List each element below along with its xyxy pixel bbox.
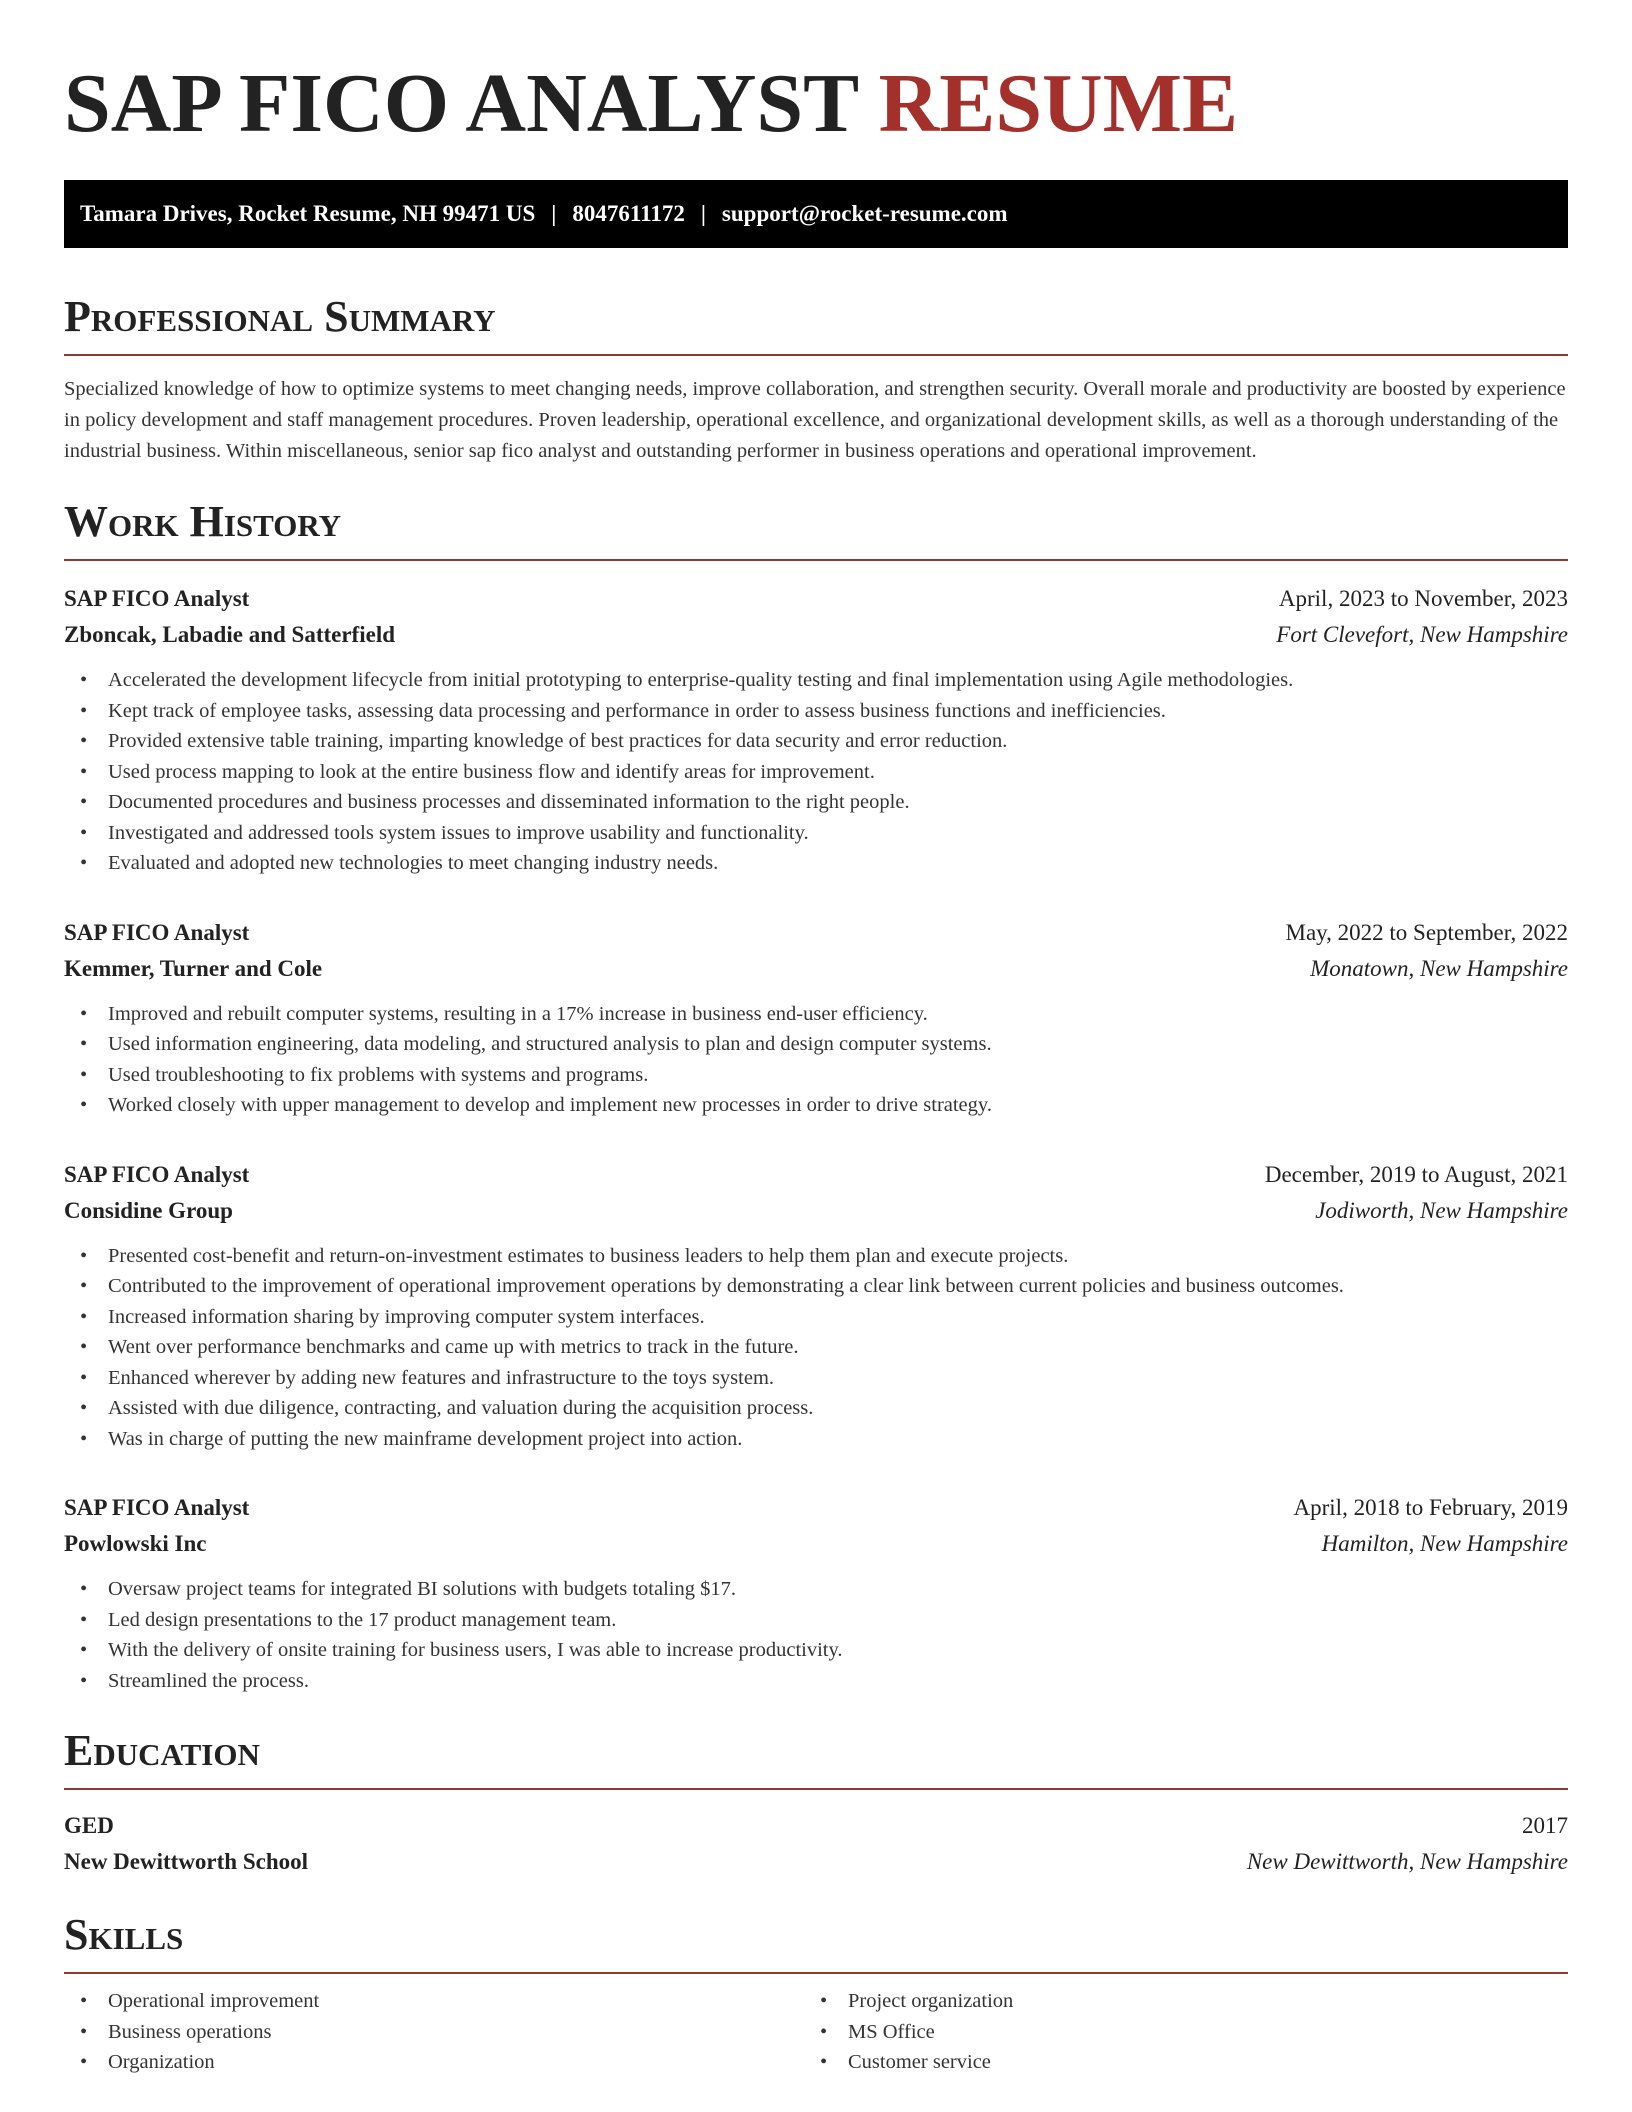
skill-item: • Organization [64, 2047, 804, 2078]
job-bullet: • Was in charge of putting the new mainframe development project into action. [64, 1424, 1568, 1455]
summary-section [64, 292, 1568, 467]
job-bullet-list [64, 1241, 1568, 1455]
summary-heading: Professional Summary [64, 292, 1568, 356]
title-accent: RESUME [878, 57, 1239, 150]
job-entry [64, 581, 1568, 879]
job-bullet: • Used process mapping to look at the entire business flow and identify areas for improvement. [64, 757, 1568, 788]
education-year: 2017 [1522, 1813, 1568, 1838]
job-bullet: • Investigated and addressed tools system issues to improve usability and functionality. [64, 818, 1568, 849]
job-bullet: • Presented cost-benefit and return-on-investment estimates to business leaders to help them plan and execute projects. [64, 1241, 1568, 1272]
job-location: Monatown, New Hampshire [1310, 955, 1568, 981]
job-company: Considine Group [64, 1197, 233, 1223]
skills-heading: Skills [64, 1910, 1568, 1974]
skills-right-list [804, 1986, 1544, 2078]
resume-title [64, 56, 1568, 152]
job-bullet: • Enhanced wherever by adding new features and infrastructure to the toys system. [64, 1363, 1568, 1394]
job-company: Zboncak, Labadie and Satterfield [64, 622, 395, 647]
job-list [64, 581, 1568, 1696]
contact-address: Tamara Drives, Rocket Resume, NH 99471 US [80, 201, 536, 226]
job-bullet: • Streamlined the process. [64, 1666, 1568, 1697]
job-title: SAP FICO Analyst [64, 1161, 250, 1187]
job-bullet: • Used troubleshooting to fix problems with systems and programs. [64, 1060, 1568, 1091]
job-bullet: • Contributed to the improvement of operational improvement operations by demonstrating a clear link between current policies and business outcomes. [64, 1271, 1568, 1302]
education-section [64, 1726, 1568, 1880]
job-bullet: • Used information engineering, data modeling, and structured analysis to plan and design computer systems. [64, 1029, 1568, 1060]
job-location: Jodiworth, New Hampshire [1315, 1197, 1568, 1223]
job-bullet: • Led design presentations to the 17 product management team. [64, 1605, 1568, 1636]
work-history-heading: Work History [64, 497, 1568, 561]
job-bullet: • Increased information sharing by improving computer system interfaces. [64, 1302, 1568, 1333]
job-dates: December, 2019 to August, 2021 [1264, 1161, 1568, 1187]
job-bullet: • With the delivery of onsite training for business users, I was able to increase productivity. [64, 1635, 1568, 1666]
education-school: New Dewittworth School [64, 1849, 309, 1874]
contact-email: support@rocket-resume.com [721, 201, 1008, 226]
job-entry [64, 915, 1568, 1121]
job-dates: April, 2023 to November, 2023 [1278, 586, 1568, 611]
job-company: Powlowski Inc [64, 1531, 207, 1556]
job-bullet: • Provided extensive table training, imparting knowledge of best practices for data security and error reduction. [64, 726, 1568, 757]
contact-separator: | [551, 201, 557, 226]
job-bullet: • Assisted with due diligence, contracting, and valuation during the acquisition process. [64, 1393, 1568, 1424]
job-company: Kemmer, Turner and Cole [64, 955, 323, 981]
job-bullet: • Oversaw project teams for integrated BI solutions with budgets totaling $17. [64, 1574, 1568, 1605]
job-location: Fort Clevefort, New Hampshire [1276, 622, 1568, 647]
job-bullet: • Kept track of employee tasks, assessing data processing and performance in order to assess business functions and inefficiencies. [64, 696, 1568, 727]
skills-columns [64, 1986, 1568, 2078]
skill-item: • Business operations [64, 2017, 804, 2048]
contact-phone: 8047611172 [572, 201, 685, 226]
contact-separator: | [700, 201, 706, 226]
skill-item: • MS Office [804, 2017, 1544, 2048]
skill-item: • Customer service [804, 2047, 1544, 2078]
job-entry [64, 1157, 1568, 1455]
job-bullet-list [64, 1574, 1568, 1696]
job-bullet: • Documented procedures and business processes and disseminated information to the right people. [64, 787, 1568, 818]
skill-item: • Operational improvement [64, 1986, 804, 2017]
skill-item: • Project organization [804, 1986, 1544, 2017]
job-entry [64, 1490, 1568, 1696]
summary-text: Specialized knowledge of how to optimize systems to meet changing needs, improve collaboration, and strengthen security. Overall morale and productivity are boosted by experience in policy development and staff management procedures. Proven leadership, operational excellence, and organizational development skills, as well as a thorough understanding of the industrial business. Within miscellaneous, senior sap fico analyst and outstanding performer in business operations and operational improvement. [64, 378, 1566, 462]
skills-left-list [64, 1986, 804, 2078]
education-location: New Dewittworth, New Hampshire [1246, 1849, 1568, 1874]
job-bullet: • Evaluated and adopted new technologies to meet changing industry needs. [64, 848, 1568, 879]
job-bullet-list [64, 999, 1568, 1121]
job-title: SAP FICO Analyst [64, 919, 250, 945]
job-bullet-list [64, 665, 1568, 879]
skills-section [64, 1910, 1568, 2078]
job-title: SAP FICO Analyst [64, 586, 250, 611]
job-title: SAP FICO Analyst [64, 1495, 250, 1520]
education-heading: Education [64, 1726, 1568, 1790]
work-history-section [64, 497, 1568, 1696]
job-dates: May, 2022 to September, 2022 [1285, 919, 1568, 945]
job-bullet: • Went over performance benchmarks and came up with metrics to track in the future. [64, 1332, 1568, 1363]
job-dates: April, 2018 to February, 2019 [1293, 1495, 1568, 1520]
title-main: SAP FICO ANALYST [64, 57, 858, 150]
contact-bar [64, 180, 1568, 248]
job-bullet: • Worked closely with upper management to develop and implement new processes in order to drive strategy. [64, 1090, 1568, 1121]
job-bullet: • Accelerated the development lifecycle from initial prototyping to enterprise-quality testing and final implementation using Agile methodologies. [64, 665, 1568, 696]
job-bullet: • Improved and rebuilt computer systems, resulting in a 17% increase in business end-user efficiency. [64, 999, 1568, 1030]
job-location: Hamilton, New Hampshire [1321, 1531, 1568, 1556]
education-degree: GED [64, 1813, 114, 1838]
